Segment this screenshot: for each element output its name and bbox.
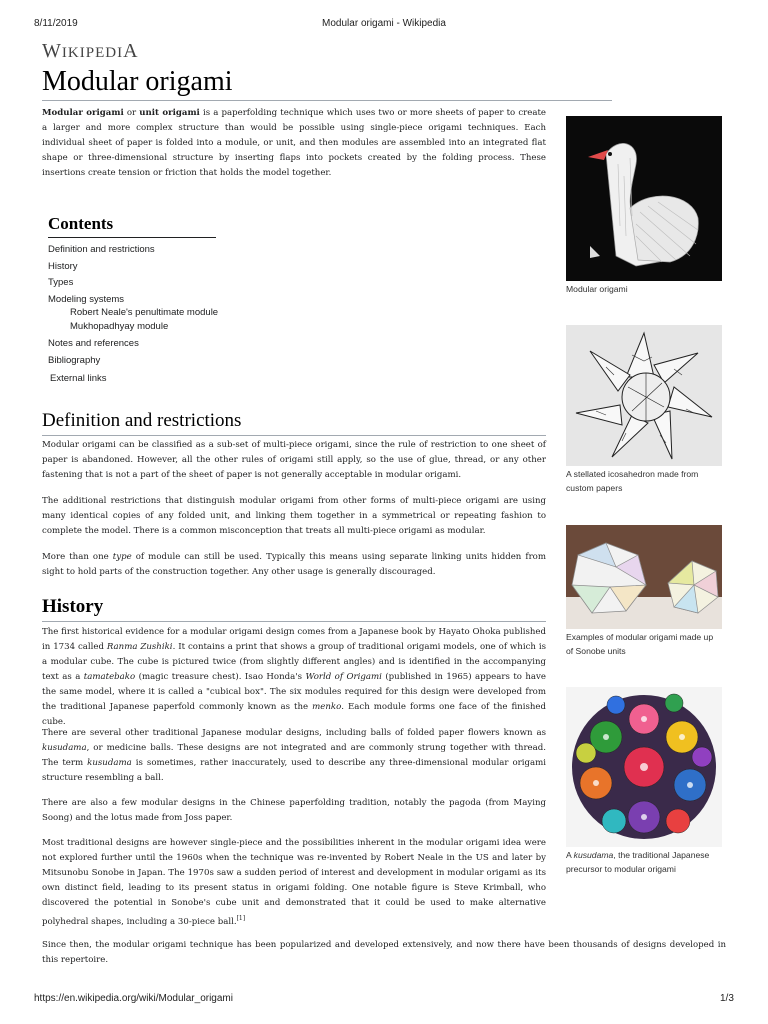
intro-or: or [123,108,140,118]
hist-p1-italic-2: tamatebako [83,672,136,682]
wordmark-letter: I [79,45,86,61]
figure-swan [566,116,722,302]
figure-caption-swan: Modular origami [566,284,628,294]
kusudama-cap-a: A [566,850,574,860]
print-url[interactable]: https://en.wikipedia.org/wiki/Modular_origami [34,993,233,1004]
figure-caption-kusudama [566,848,722,876]
wordmark-letter: D [105,45,118,61]
hist-p1-c: (magic treasure chest). Isao Honda's [135,672,306,682]
toc-item-bibliography[interactable]: Bibliography [48,355,101,366]
definition-paragraph-2: The additional restrictions that distinguish modular origami from other forms of multi-piece origami are using many identical copies of any folded unit, and linking them together in a symmetrical or repeating fashion to complete the model. There is a common misconception that treats all multi-piece origami as modular. [42,496,546,536]
toc-item-mukhopadhyay-module[interactable]: Mukhopadhyay module [70,321,169,332]
history-paragraph-1 [42,625,546,730]
history-paragraph-3: There are also a few modular designs in the Chinese paperfolding tradition, notably the pagoda (from Maying Soong) and the lotus made from Joss paper. [42,798,546,823]
definition-paragraph-3 [42,550,546,580]
hist-p2-italic-1: kusudama [42,743,87,753]
intro-rest: is a paperfolding technique which uses two or more sheets of paper to create a larger and more complex structure than would be possible using single-piece origami techniques. Each individual sheet of paper is folded into a module, or unit, and then modules are assembled into an integrated flat shape or three-dimensional structure by inserting flaps into pockets created by the folding process. These insertions create tension or friction that holds the model together. [42,108,546,178]
hist-p2-a: There are several other traditional Japanese modular designs, including balls of folded paper flowers known as [42,728,546,738]
heading-history: History [42,596,546,622]
toc-item-neale-module[interactable]: Robert Neale's penultimate module [70,307,219,318]
stellated-icosahedron-image[interactable] [566,325,722,466]
figure-caption-sonobe: Examples of modular origami made up of Sonobe units [566,632,714,656]
sonobe-units-image[interactable] [566,525,722,629]
hist-p4-text: Most traditional designs are however single-piece and the possibilities inherent in the modular origami idea were not explored further until the 1960s when the technique was re-invented by Robert Neale in the US and later by Mitsunobu Sonobe in Japan. The 1970s saw a sudden period of interest and development in modular origami as its own distinct field, leading to its present status in origami folding. One notable figure is Steve Krimball, who discovered the potential in Sonobe's cube unit and demonstrated that it could be used to make alternative polyhedral shapes, including a 30-piece ball. [42,838,546,927]
page-title: Modular origami [42,66,612,101]
hist-p1-italic-3: World of Origami [305,672,382,682]
hist-p1-b: . It contains a print that shows a group of traditional origami models, one of which is a modular cube. The cube is pictured twice (from slightly different angles) and is identified in the accompanying text as a [42,642,546,682]
table-of-contents [48,214,216,246]
hist-p1-a: The first historical evidence for a modular origami design comes from a Japanese book by Hayato Ohoka published in 1734 called [42,627,546,652]
toc-item-external-links[interactable]: External links [50,373,107,384]
intro-term-1: Modular origami [42,108,124,118]
def-p3-b: of module can still be used. Typically this means using separate linking units hidden from sight to hold parts of the construction together. Any other usage is generally discouraged. [42,552,546,577]
wordmark-letter: P [85,45,96,61]
figure-icosahedron [566,325,722,497]
hist-p1-italic-1: Ranma Zushiki [106,642,173,652]
def-p3-italic: type [112,552,132,562]
wordmark-letter: A [123,40,139,62]
toc-item-types[interactable]: Types [48,277,74,288]
wordmark-letter: I [61,45,68,61]
print-date: 8/11/2019 [34,18,78,29]
hist-p2-c: is sometimes, rather inaccurately, used to describe any three-dimensional modular origami structure resembling a ball. [42,758,546,783]
wordmark-letter: W [42,40,62,62]
toc-item-history[interactable]: History [48,261,78,272]
hist-p2-italic-2: kusudama [87,758,132,768]
swan-image[interactable] [566,116,722,281]
wordmark-text [42,40,139,62]
history-paragraph-2 [42,726,546,786]
toc-item-modeling-systems[interactable]: Modeling systems [48,294,125,305]
definition-paragraph-1: Modular origami can be classified as a sub-set of multi-piece origami, since the rule of restriction to one sheet of paper is abandoned. However, all the other rules of origami still apply, so the use of glue, thread, or any other fastening that is not a part of the sheet of paper is not generally acceptable in modular origami. [42,440,546,480]
print-title: Modular origami - Wikipedia [322,18,446,29]
toc-title: Contents [48,214,216,238]
wikipedia-wordmark[interactable] [42,40,139,63]
kusudama-cap-italic: kusudama [573,850,614,860]
citation-link-1[interactable]: [1] [236,915,246,922]
hist-p2-b: , or medicine balls. These designs are not integrated and are commonly strung together with thread. The term [42,743,546,768]
def-p3-a: More than one [42,552,113,562]
heading-definition: Definition and restrictions [42,410,546,436]
figure-caption-icosahedron: A stellated icosahedron made from custom papers [566,469,699,493]
hist-p1-d: (published in 1965) appears to have the same model, where it is called a "cubical box". The six modules required for this design were developed from the traditional Japanese paperfold commonly known as the [42,672,546,712]
wordmark-letter: K [67,45,80,61]
figure-sonobe [566,525,722,660]
hist-p1-e: . Each module forms one face of the finished cube. [42,702,546,727]
figure-kusudama [566,687,722,892]
wordmark-letter: I [117,45,124,61]
intro-term-2: unit origami [139,108,200,118]
toc-item-notes[interactable]: Notes and references [48,338,139,349]
print-page-number: 1/3 [720,993,734,1004]
hist-p1-italic-4: menko [312,702,342,712]
kusudama-image[interactable] [566,687,722,847]
history-paragraph-4 [42,836,546,930]
toc-item-definition[interactable]: Definition and restrictions [48,244,155,255]
history-paragraph-5: Since then, the modular origami technique has been popularized and developed extensively, and now there have been thousands of designs developed in this repertoire. [42,940,726,965]
kusudama-cap-b: , the traditional Japanese precursor to modular origami [566,850,710,874]
wordmark-letter: E [95,45,106,61]
intro-paragraph [42,106,546,181]
